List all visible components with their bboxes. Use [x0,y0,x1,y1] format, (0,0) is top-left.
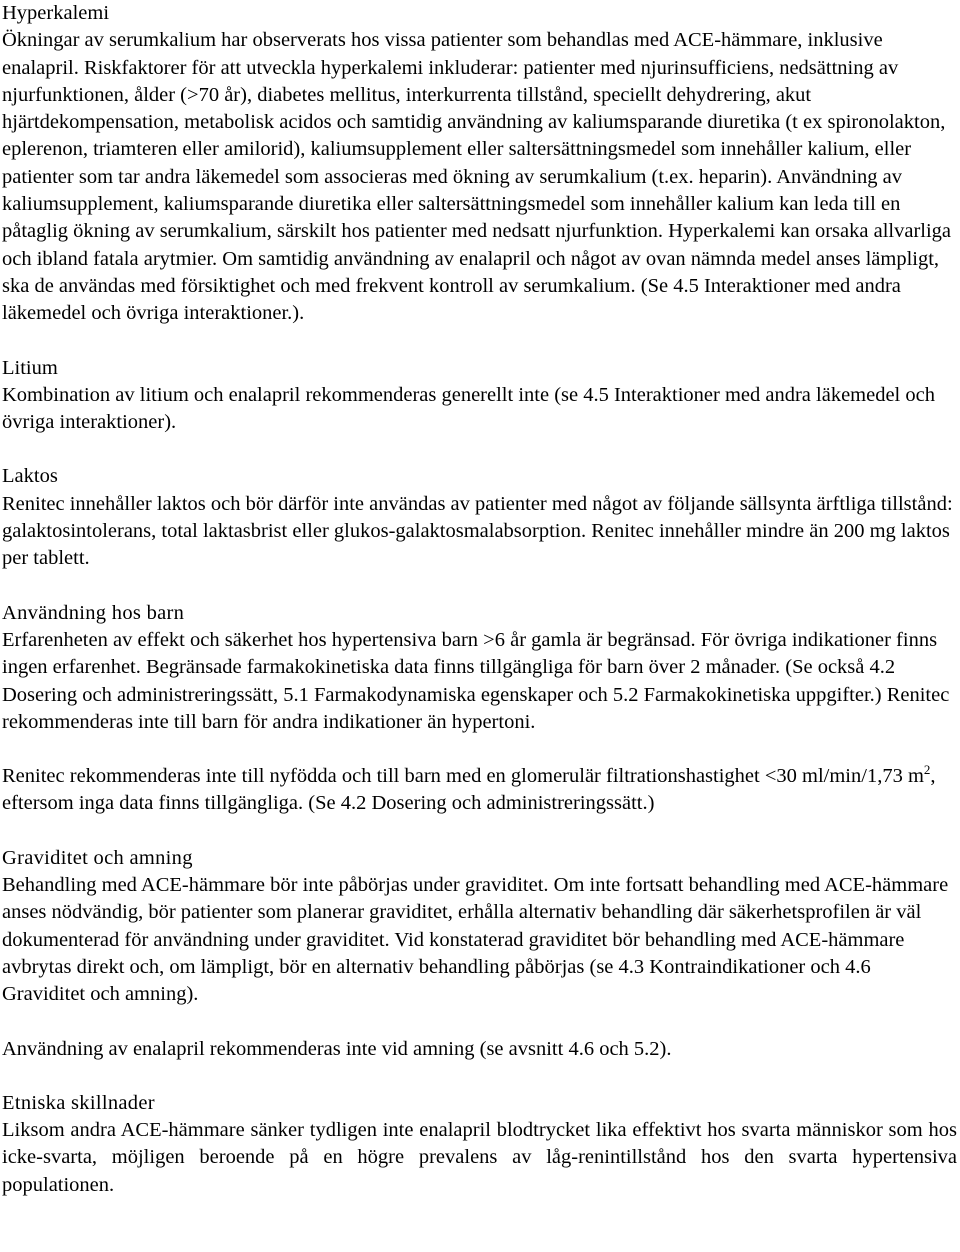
section-gap [2,1063,957,1090]
section-heading-barn: Användning hos barn [2,601,185,624]
section-etniska [2,1090,957,1199]
superscript-exponent: 2 [923,762,931,778]
section-graviditet [2,845,957,1063]
paragraph-gap [2,736,957,763]
section-laktos [2,463,957,572]
paragraph-barn-2 [2,763,957,818]
section-heading-litium: Litium [2,356,58,379]
paragraph-etniska: Liksom andra ACE-hämmare sänker tydligen inte enalapril blodtrycket lika effektivt hos svarta människor som hos icke-svarta, möjligen beroende på en högre prevalens av låg-renintillstånd hos den svarta hypertensiva populationen. [2,1119,957,1196]
section-heading-graviditet: Graviditet och amning [2,846,193,869]
section-hyperkalemi [2,0,957,328]
section-gap [2,818,957,845]
paragraph-barn-2-text-end: , eftersom inga data finns tillgängliga. (Se 4.2 Dosering och administreringssätt.) [2,765,936,815]
paragraph-litium: Kombination av litium och enalapril rekommenderas generellt inte (se 4.5 Interaktioner med andra läkemedel och övriga interaktioner). [2,383,935,434]
section-heading-hyperkalemi: Hyperkalemi [2,2,110,24]
section-gap [2,573,957,600]
paragraph-hyperkalemi: Ökningar av serumkalium har observerats hos vissa patienter som behandlas med ACE-hämmare, inklusive enalapril. Riskfaktorer för att utveckla hyperkalemi inkluderar: patienter med njurinsufficiens, nedsättning av njurfunktionen, ålder (>70 år), diabetes mellitus, interkurrenta tillstånd, speciellt dehydrering, akut hjärtdekompensation, metabolisk acidos och samtidig användning av kaliumsparande diuretika (t ex spironolakton, eplerenon, triamteren eller amilorid), kaliumsupplement eller saltersättningsmedel som innehåller kalium, eller patienter som tar andra läkemedel som associeras med ökning av serumkalium (t.ex. heparin). Användning av kaliumsupplement, kaliumsparande diuretika eller saltersättningsmedel som innehåller kalium kan leda till en påtaglig ökning av serumkalium, särskilt hos patienter med nedsatt njurfunktion. Hyperkalemi kan orsaka allvarliga och ibland fatala arytmier. Om samtidig användning av enalapril och något av ovan nämnda medel anses lämpligt, ska de användas med försiktighet och med frekvent kontroll av serumkalium. (Se 4.5 Interaktioner med andra läkemedel och övriga interaktioner.). [2,29,952,325]
section-barn [2,600,957,818]
section-heading-laktos: Laktos [2,465,58,488]
section-litium [2,355,957,437]
paragraph-barn-2-text: Renitec rekommenderas inte till nyfödda och till barn med en glomerulär filtrationshastighet <30 ml/min/1,73 m [2,765,924,788]
section-gap [2,436,957,463]
paragraph-graviditet-2: Användning av enalapril rekommenderas inte vid amning (se avsnitt 4.6 och 5.2). [2,1037,672,1060]
paragraph-graviditet-1: Behandling med ACE-hämmare bör inte påbörjas under graviditet. Om inte fortsatt behandling med ACE-hämmare anses nödvändig, bör patienter som planerar graviditet, erhålla alternativ behandling där säkerhetsprofilen är väl dokumenterad för användning under graviditet. Vid konstaterad graviditet bör behandling med ACE-hämmare avbrytas direkt och, om lämpligt, bör en alternativ behandling påbörjas (se 4.3 Kontraindikationer och 4.6 Graviditet och amning). [2,874,949,1006]
section-gap [2,328,957,355]
paragraph-barn-1: Erfarenheten av effekt och säkerhet hos hypertensiva barn >6 år gamla är begränsad. För övriga indikationer finns ingen erfarenhet. Begränsade farmakokinetiska data finns tillgängliga för barn över 2 månader. (Se också 4.2 Dosering och administreringssätt, 5.1 Farmakodynamiska egenskaper och 5.2 Farmakokinetiska uppgifter.) Renitec rekommenderas inte till barn för andra indikationer än hypertoni. [2,628,950,733]
paragraph-laktos: Renitec innehåller laktos och bör därför inte användas av patienter med något av följande sällsynta ärftliga tillstånd: galaktosintolerans, total laktasbrist eller glukos-galaktosmalabsorption. Renitec innehåller mindre än 200 mg laktos per tablett. [2,492,953,570]
section-heading-etniska: Etniska skillnader [2,1091,155,1114]
paragraph-gap [2,1009,957,1036]
